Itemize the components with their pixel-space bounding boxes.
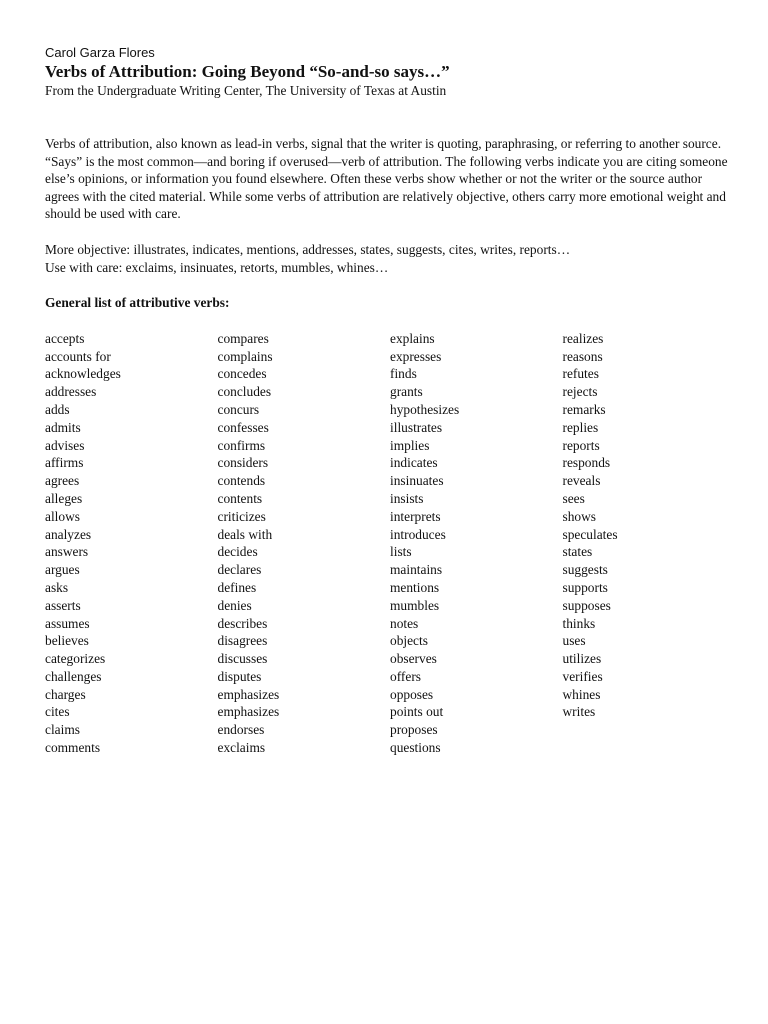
verb-item: alleges [45,490,83,506]
verb-item: supposes [562,597,611,613]
verb-item: declares [217,562,262,578]
verb-item: accepts [45,330,85,346]
verb-item: states [562,544,593,560]
verb-item: hypothesizes [390,401,460,417]
objective-examples: More objective: illustrates, indicates, mentions, addresses, states, suggests, cites, writes, reports… [45,241,571,257]
verb-item: concurs [217,401,260,417]
verb-item: defines [217,579,257,595]
verb-item: finds [390,366,417,382]
verb-item: compares [217,330,269,346]
document-subtitle: From the Undergraduate Writing Center, The University of Texas at Austin [45,83,447,98]
verb-item: deals with [217,526,273,542]
verb-item: uses [562,633,586,649]
verb-item: insinuates [390,473,444,489]
verb-item: concludes [217,384,272,400]
verb-item: refutes [562,366,599,382]
verb-item: maintains [390,562,443,578]
verb-item: speculates [562,526,618,542]
verb-item: mentions [390,579,440,595]
verb-item: admits [45,419,81,435]
verb-item: shows [562,508,596,524]
verb-item: mumbles [390,597,440,613]
intro-paragraph: Verbs of attribution, also known as lead-in verbs, signal that the writer is quoting, paraphrasing, or referring to another source. “Says” is the most common—and boring if overused—verb of attribution. The following verbs indicate you are citing someone else’s opinions, or information you found elsewhere. Often these verbs show whether or not the writer or the source author agrees with the cited material. While some verbs of attribution are relatively objective, others carry more emotional weight and should be used with care. [45,136,728,222]
verb-item: comments [45,740,101,756]
verb-item: agrees [45,473,80,489]
verb-item: contents [217,490,263,506]
verb-item: observes [390,651,437,667]
verb-item: indicates [390,455,438,471]
verb-item: utilizes [562,651,602,667]
verb-item: rejects [562,384,598,400]
verb-item: proposes [390,722,438,738]
verb-item: confesses [217,419,269,435]
verb-item: emphasizes [217,704,280,720]
verb-item: realizes [562,330,604,346]
verb-item: decides [217,544,258,560]
verb-item: analyzes [45,526,92,542]
verb-item: emphasizes [217,686,280,702]
author-name: Carol Garza Flores [45,45,155,60]
document-title: Verbs of Attribution: Going Beyond “So-and-so says…” [45,62,450,81]
verb-item: affirms [45,455,84,471]
verb-item: expresses [390,348,442,364]
verb-item: categorizes [45,651,106,667]
verb-column [218,330,391,757]
verb-item: denies [217,597,252,613]
verb-item: suggests [562,562,608,578]
verb-item: criticizes [217,508,266,524]
verb-column [563,330,736,757]
verb-item: answers [45,544,89,560]
list-heading: General list of attributive verbs: [45,295,230,311]
verb-column [390,330,563,757]
verb-item: allows [45,508,80,524]
verb-item: concedes [217,366,267,382]
verb-item: argues [45,562,80,578]
verb-item: addresses [45,384,97,400]
verb-item: discusses [217,651,268,667]
verb-item: endorses [217,722,265,738]
verb-item: assumes [45,615,90,631]
verb-item: adds [45,401,70,417]
verb-item: insists [390,490,424,506]
verb-item: reports [562,437,600,453]
verb-item: claims [45,722,80,738]
verb-item: disagrees [217,633,268,649]
verb-item: grants [390,384,423,400]
verb-item: writes [562,704,596,720]
verb-item: exclaims [217,740,266,756]
verb-item: remarks [562,401,606,417]
verb-item: confirms [217,437,266,453]
verb-item: interprets [390,508,441,524]
verb-item: contends [217,473,266,489]
verb-column [45,330,218,757]
verb-columns [45,330,735,757]
verb-item: implies [390,437,430,453]
verb-item: sees [562,490,585,506]
verb-item: illustrates [390,419,443,435]
verb-item: verifies [562,668,603,684]
verb-item: notes [390,615,419,631]
document-page [45,44,735,757]
care-examples: Use with care: exclaims, insinuates, retorts, mumbles, whines… [45,259,389,275]
verb-item: describes [217,615,268,631]
verb-item: offers [390,668,421,684]
verb-item: believes [45,633,89,649]
verb-item: thinks [562,615,596,631]
verb-item: objects [390,633,428,649]
verb-item: asks [45,579,69,595]
verb-item: whines [562,686,601,702]
verb-item: acknowledges [45,366,121,382]
verb-item: opposes [390,686,434,702]
verb-item: replies [562,419,599,435]
verb-item: introduces [390,526,446,542]
verb-item: explains [390,330,435,346]
verb-item: accounts for [45,348,111,364]
verb-item: questions [390,740,441,756]
verb-item: points out [390,704,444,720]
examples-block [45,241,735,276]
verb-item: cites [45,704,70,720]
verb-item: charges [45,686,86,702]
verb-item: considers [217,455,269,471]
verb-item: reasons [562,348,603,364]
verb-item: reveals [562,473,601,489]
verb-item: asserts [45,597,81,613]
verb-item: challenges [45,668,102,684]
verb-item: supports [562,579,608,595]
verb-item: advises [45,437,85,453]
verb-item: complains [217,348,273,364]
verb-item: lists [390,544,412,560]
verb-item: responds [562,455,611,471]
verb-item: disputes [217,668,262,684]
